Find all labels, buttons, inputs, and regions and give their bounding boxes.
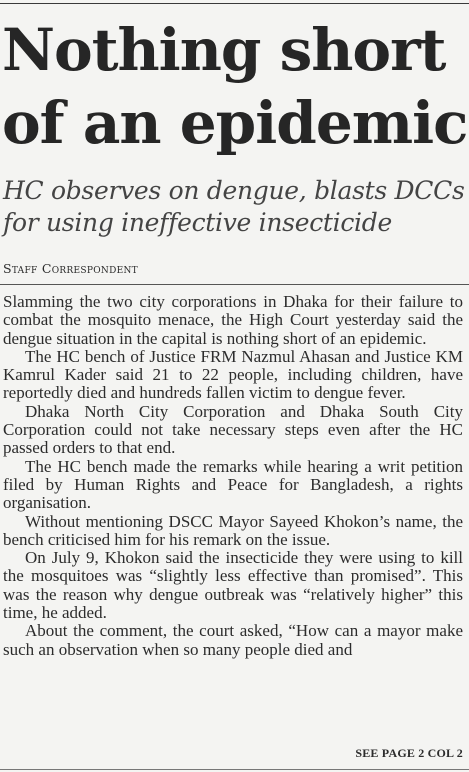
continuation-jump-line: SEE PAGE 2 COL 2 [355, 746, 463, 760]
headline [2, 14, 469, 160]
subheadline-line-1: HC observes on dengue, blasts DCCs [3, 176, 465, 205]
byline-rule [0, 284, 469, 285]
paragraph-4: The HC bench made the remarks while hearing a writ petition filed by Human Rights and Peace for Bangladesh, a rights organisation. [3, 456, 463, 513]
subheadline-line-2: for using ineffective insecticide [3, 208, 392, 237]
paragraph-6: On July 9, Khokon said the insecticide they were using to kill the mosquitoes was “slightly less effective than promised”. This was the reason why dengue outbreak was “relatively higher” this time, he added. [3, 548, 463, 623]
paragraph-1: Slamming the two city corporations in Dhaka for their failure to combat the mosquito menace, the High Court yesterday said the dengue situation in the capital is nothing short of an epidemic. [3, 292, 463, 348]
article-body [3, 293, 463, 659]
top-rule [0, 3, 469, 4]
headline-line-2: of an epidemic [2, 89, 468, 157]
paragraph-2: The HC bench of Justice FRM Nazmul Ahasan and Justice KM Kamrul Kader said 21 to 22 people, including children, have reportedly died and hundreds fallen victim to dengue fever. [3, 346, 463, 403]
bottom-rule [0, 769, 469, 770]
byline: Staff Correspondent [3, 261, 138, 276]
paragraph-7: About the comment, the court asked, “How can a mayor make such an observation when so many people died and [3, 621, 463, 659]
subheadline [3, 175, 465, 239]
paragraph-3: Dhaka North City Corporation and Dhaka South City Corporation could not take necessary steps even after the HC passed orders to that end. [3, 401, 463, 458]
paragraph-5: Without mentioning DSCC Mayor Sayeed Khokon’s name, the bench criticised him for his remark on the issue. [3, 511, 463, 549]
headline-line-1: Nothing short [2, 16, 446, 84]
